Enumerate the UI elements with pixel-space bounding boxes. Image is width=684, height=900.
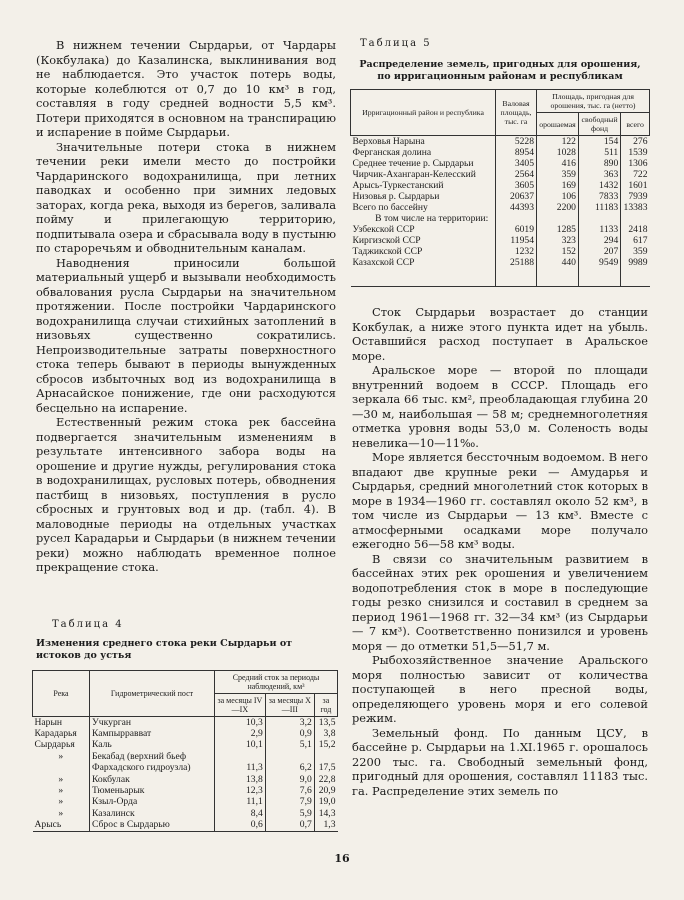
cell: 276 (621, 136, 650, 148)
cell: Бекабад (верхний бьеф Фархадского гидроузла) (90, 751, 215, 774)
cell: 207 (578, 246, 620, 257)
table4-header-c2: за месяцы X—III (265, 693, 314, 716)
paragraph: Наводнения приносили большой материальный ущерб и вызывали необходимость обвалования русла Сырдарьи на значительном протяжении. После постройки Чардаринского водохранилища случаи стихийных затоплений в низовьях существенно сократились. Непроизводительные затраты поверхностного стока теперь бывают в периоды вынужденных сбросов избыточных вод из водохранилища в Арнасайское понижение, где они расходуются бесцельно на испарение. (36, 255, 336, 415)
cell: 359 (537, 169, 579, 180)
cell: 7,9 (265, 796, 314, 807)
cell: Верховья Нарына (352, 136, 425, 147)
cell: 363 (578, 169, 620, 180)
table4-header-post: Гидрометрический пост (90, 670, 215, 716)
cell: » (58, 807, 64, 819)
cell: 294 (578, 235, 620, 246)
cell: 3405 (496, 158, 537, 169)
cell: 5,1 (265, 739, 314, 750)
cell: 0,6 (215, 819, 266, 831)
cell: Узбекской ССР (352, 224, 415, 235)
paragraph: Рыбохозяйственное значение Аральского моря полностью зависит от количества поступающей в него пресной воды, определяющего уровень моря и его солевой режим. (352, 653, 648, 725)
table4-header-river: Река (33, 670, 90, 716)
cell: 44393 (496, 202, 537, 213)
table-row (33, 819, 338, 831)
right-column (352, 38, 648, 798)
cell: Киргизской ССР (352, 235, 421, 246)
table-row (351, 213, 650, 224)
cell: 13,5 (314, 716, 337, 728)
cell: » (58, 784, 64, 796)
cell: 722 (621, 169, 650, 180)
cell: 1306 (621, 158, 650, 169)
cell: 1285 (537, 224, 579, 235)
cell: 5,9 (265, 808, 314, 819)
table-row (33, 808, 338, 819)
cell: 9989 (621, 257, 650, 287)
cell: 7,6 (265, 785, 314, 796)
cell: 11183 (578, 202, 620, 213)
table-row (351, 136, 650, 148)
table4-header-c3: за год (314, 693, 337, 716)
cell: 122 (537, 136, 579, 148)
table-row (351, 224, 650, 235)
cell: 22,8 (314, 774, 337, 785)
cell: Каль (90, 739, 215, 750)
cell: 0,7 (265, 819, 314, 831)
cell: 152 (537, 246, 579, 257)
table5-title: Распределение земель, пригодных для орошения, по ирригационным районам и республикам (359, 59, 641, 82)
cell: 10,1 (215, 739, 266, 750)
cell: 7833 (578, 191, 620, 202)
cell: 20,9 (314, 785, 337, 796)
cell: 7939 (621, 191, 650, 202)
cell: 14,3 (314, 808, 337, 819)
cell: 25188 (496, 257, 537, 287)
cell: » (58, 773, 64, 785)
table5-header-free: свободный фонд (578, 113, 620, 136)
left-column (36, 38, 336, 832)
cell: 1539 (621, 147, 650, 158)
cell: 6019 (496, 224, 537, 235)
cell: 1,3 (314, 819, 337, 831)
cell: 511 (578, 147, 620, 158)
cell: Учкурган (90, 716, 215, 728)
cell: 2418 (621, 224, 650, 235)
cell: Казахской ССР (351, 257, 496, 287)
table4-caption: Таблица 4 (52, 618, 124, 630)
cell: Кзыл-Орда (90, 796, 215, 807)
cell: 1232 (496, 246, 537, 257)
cell: Среднее течение р. Сырдарьи (352, 158, 474, 169)
cell (496, 213, 537, 224)
cell: 13,8 (215, 774, 266, 785)
table-row (33, 796, 338, 807)
cell: 1601 (621, 180, 650, 191)
cell: 106 (537, 191, 579, 202)
cell: 323 (537, 235, 579, 246)
table-row (351, 158, 650, 169)
table-row (33, 774, 338, 785)
table5-header-region: Ирригационный район и республика (351, 90, 496, 136)
cell: 890 (578, 158, 620, 169)
paragraph: Сток Сырдарьи возрастает до станции Кокбулак, а ниже этого пункта идет на убыль. Оставшийся расход поступает в Аральское море. (352, 305, 648, 363)
cell: Казалинск (90, 808, 215, 819)
cell: 0,9 (265, 728, 314, 739)
cell: 2,9 (215, 728, 266, 739)
cell: Кокбулак (90, 774, 215, 785)
cell: 8,4 (215, 808, 266, 819)
cell: Таджикской ССР (352, 246, 423, 257)
cell: 11,3 (215, 751, 266, 774)
cell (621, 213, 650, 224)
cell: » (58, 796, 64, 808)
cell: 8954 (496, 147, 537, 158)
cell: 9,0 (265, 774, 314, 785)
cell: Сырдарья (34, 739, 75, 751)
cell: 10,3 (215, 716, 266, 728)
table5 (350, 89, 650, 287)
cell: Низовья р. Сырдарьи (352, 191, 440, 202)
cell (578, 213, 620, 224)
table-row (33, 716, 338, 728)
cell: 1432 (578, 180, 620, 191)
table-row (351, 191, 650, 202)
cell: 6,2 (265, 751, 314, 774)
cell: Кампырравват (90, 728, 215, 739)
paragraph: Естественный режим стока рек бассейна подвергается значительным изменениям в результате интенсивного забора воды на орошение и другие нужды, регулирования стока в водохранилищах, русловых потерь, обводнения пастбищ в низовьях, поступления в русло сбросных и грунтовых вод и др. (табл. 4). В маловодные периоды на отдельных участках русел Карадарьи и Сырдарьи (в нижнем течении реки) можно наблюдать временное полное прекращение стока. (36, 415, 336, 574)
table-row (33, 751, 338, 774)
page-number: 16 (334, 852, 350, 865)
table5-caption: Таблица 5 (360, 38, 432, 49)
cell: » (58, 750, 64, 762)
table4-header-c1: за месяцы IV—IX (215, 693, 266, 716)
cell: 416 (537, 158, 579, 169)
cell: 9549 (578, 257, 620, 287)
cell: 5228 (496, 136, 537, 148)
cell: Арысь (33, 819, 90, 831)
paragraph: В нижнем течении Сырдарьи, от Чардары (Кокбулака) до Казалинска, выклинивания вод не наблюдается. Это участок потерь воды, которые колеблются от 0,7 до 10 км³ в год, составляя в году средней водности 5,5 км³. Потери приходятся в основном на транспирацию и испарение в пойме Сырдарьи. (36, 38, 336, 139)
table5-header-gross: Валовая площадь, тыс. га (496, 90, 537, 136)
table-row (33, 739, 338, 750)
table-row (33, 728, 338, 739)
cell: В том числе на территории: (375, 213, 489, 224)
cell: 1028 (537, 147, 579, 158)
table-row (351, 246, 650, 257)
table4-header-group: Средний сток за периоды наблюдений, км³ (215, 670, 338, 693)
cell: Тюменьарык (90, 785, 215, 796)
cell: 2564 (496, 169, 537, 180)
paragraph: Море является бессточным водоемом. В него впадают две крупные реки — Амударья и Сырдарья, средний многолетний сток которых в море в 1934—1960 гг. составлял около 52 км³, в том числе из Сырдарьи — 13 км³. Вместе с атмосферными осадками море получало ежегодно 56—58 км³ воды. (352, 450, 648, 551)
cell: Арысь-Туркестанский (352, 180, 444, 191)
cell: Ферганская долина (352, 147, 432, 158)
cell: 3605 (496, 180, 537, 191)
table-row (351, 169, 650, 180)
cell: 17,5 (314, 751, 337, 774)
table-row (351, 235, 650, 246)
cell: 3,2 (265, 716, 314, 728)
table5-header-group: Площадь, пригодная для орошения, тыс. га (нетто) (537, 90, 650, 113)
cell: 20637 (496, 191, 537, 202)
cell: 440 (537, 257, 579, 287)
cell: Карадарья (34, 727, 77, 739)
cell: 2200 (537, 202, 579, 213)
cell: 154 (578, 136, 620, 148)
paragraph: Значительные потери стока в нижнем течении реки имели место до постройки Чардаринского водохранилища, при летних паводках и особенно при зимних ледовых заторах, когда река, выходя из берегов, заливала пойму и прилегающую территорию, подпитывала озера и сбрасывала воду в пустыню по староречьям и обводнительным каналам. (36, 139, 336, 255)
table-row (351, 202, 650, 213)
table-row (351, 180, 650, 191)
table5-header-total: всего (621, 113, 650, 136)
table-row (351, 257, 650, 287)
cell: 3,8 (314, 728, 337, 739)
cell: Нарын (34, 716, 63, 728)
table4-title: Изменения среднего стока реки Сырдарьи от истоков до устья (36, 637, 293, 661)
cell: Чирчик-Ахангаран-Келесский (352, 169, 476, 180)
paragraph: Аральское море — второй по площади внутренний водоем в СССР. Площадь его зеркала 66 тыс. км², преобладающая глубина 20—30 м, наибольшая — 58 м; среднемноголетняя отметка уровня воды 53,0 м. Соленость воды невелика—10—11‰. (352, 363, 648, 450)
cell: 169 (537, 180, 579, 191)
cell: 13383 (621, 202, 650, 213)
table-row (351, 147, 650, 158)
cell: 359 (621, 246, 650, 257)
table4 (32, 670, 338, 832)
paragraph: В связи со значительным развитием в бассейнах этих рек орошения и увеличением водопотребления сток в море в последующие годы резко снизился и составил в среднем за период 1961—1968 гг. 32—34 км³ (из Сырдарьи — 7 км³). Соответственно понизился и уровень моря — до отметки 51,5—51,7 м. (352, 551, 648, 653)
table-row (33, 785, 338, 796)
cell: 617 (621, 235, 650, 246)
cell: 15,2 (314, 739, 337, 750)
cell: 19,0 (314, 796, 337, 807)
cell: 11,1 (215, 796, 266, 807)
paragraph: Земельный фонд. По данным ЦСУ, в бассейне р. Сырдарьи на 1.XI.1965 г. орошалось 2200 тыс. га. Свободный земельный фонд, пригодный для орошения, составлял 11183 тыс. га. Распределение этих земель по (352, 725, 648, 798)
table5-header-irrigated: орошаемая (537, 113, 579, 136)
cell: 1133 (578, 224, 620, 235)
cell: 12,3 (215, 785, 266, 796)
cell (537, 213, 579, 224)
cell: Сброс в Сырдарью (90, 819, 215, 831)
cell: Всего по бассейну (352, 202, 428, 213)
cell: 11954 (496, 235, 537, 246)
